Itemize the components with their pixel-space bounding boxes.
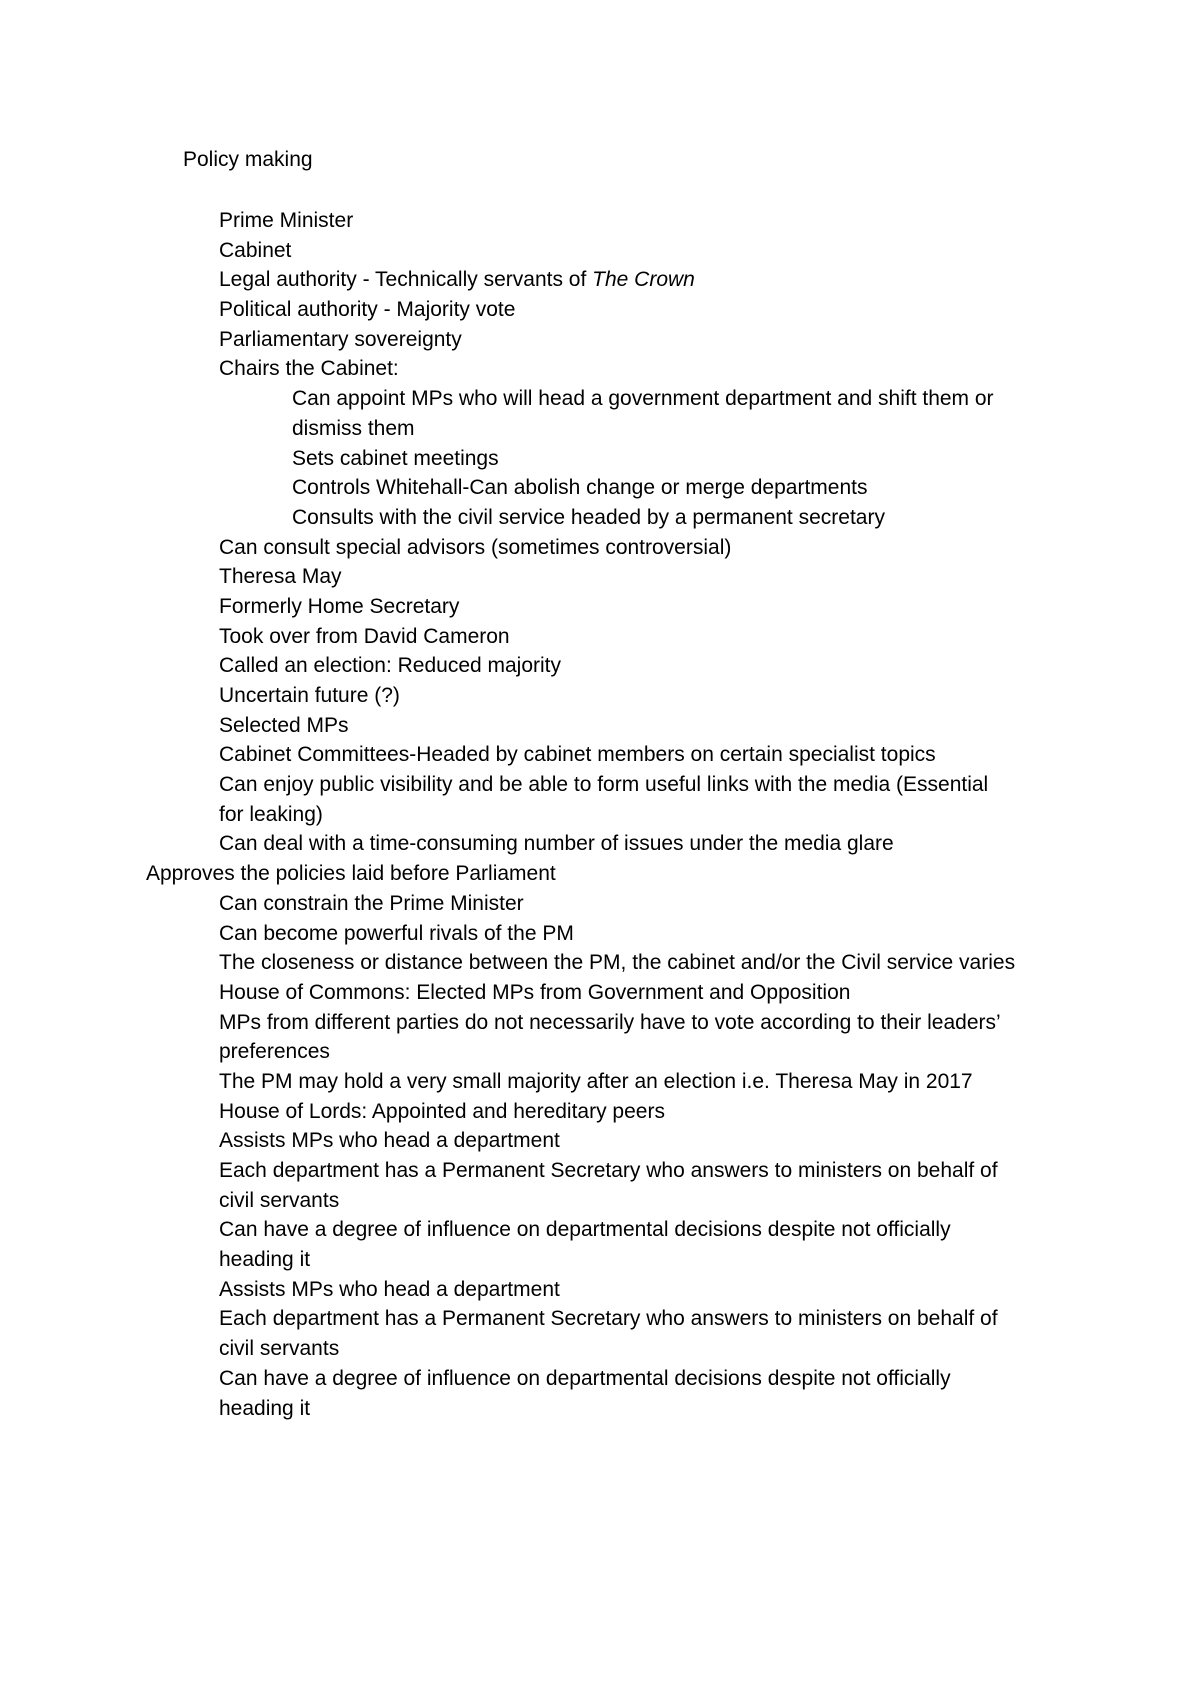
- note-line: [219, 770, 1200, 800]
- note-text: Legal authority - Technically servants of: [219, 268, 593, 292]
- note-text-italic: The Crown: [592, 268, 695, 292]
- note-line: [219, 236, 1200, 266]
- note-line: [292, 414, 1200, 444]
- note-text: Each department has a Permanent Secretary who answers to ministers on behalf of: [219, 1159, 998, 1182]
- note-line: [292, 503, 1200, 533]
- note-line: [219, 948, 1200, 978]
- note-line: [219, 295, 1200, 325]
- note-text: Sets cabinet meetings: [292, 446, 499, 470]
- note-line: [219, 1364, 1200, 1394]
- note-line: [219, 651, 1200, 681]
- note-text: Political authority - Majority vote: [219, 298, 516, 322]
- note-text: Cabinet Committees-Headed by cabinet members on certain specialist topics: [219, 743, 936, 767]
- note-line: [146, 859, 1200, 889]
- note-text: Approves the policies laid before Parliament: [146, 862, 556, 886]
- note-line: [219, 889, 1200, 919]
- note-line: [219, 622, 1200, 652]
- note-text: Called an election: Reduced majority: [219, 654, 562, 678]
- note-text: heading it: [219, 1396, 311, 1420]
- note-line: [219, 740, 1200, 770]
- note-line: [219, 562, 1200, 592]
- note-text: Parliamentary sovereignty: [219, 327, 462, 351]
- note-text: MPs from different parties do not necessarily have to vote according to their leaders’: [219, 1010, 1001, 1034]
- notes-body: [0, 206, 1200, 1423]
- note-line: [219, 1215, 1200, 1245]
- note-line: [219, 1126, 1200, 1156]
- note-text: Assists MPs who head a department: [219, 1129, 560, 1153]
- note-line: [219, 1394, 1200, 1424]
- note-text: for leaking): [219, 802, 323, 826]
- note-line: [219, 354, 1200, 384]
- note-text: Can have a degree of influence on departmental decisions despite not officially: [219, 1366, 951, 1390]
- note-text: Theresa May: [219, 565, 342, 589]
- note-text: Chairs the Cabinet:: [219, 357, 399, 381]
- note-line: [219, 829, 1200, 859]
- note-text: dismiss them: [292, 416, 415, 440]
- note-line: [219, 1245, 1200, 1275]
- note-line: [219, 206, 1200, 236]
- note-line: [219, 1097, 1200, 1127]
- note-text: Can deal with a time-consuming number of issues under the media glare: [219, 832, 894, 856]
- note-text: Selected MPs: [219, 713, 349, 737]
- note-line: [219, 681, 1200, 711]
- note-text: Cabinet: [219, 238, 292, 262]
- note-text: Controls Whitehall-Can abolish change or merge departments: [292, 476, 868, 500]
- note-text: The closeness or distance between the PM, the cabinet and/or the Civil service varies: [219, 951, 1016, 975]
- note-text: Can become powerful rivals of the PM: [219, 921, 574, 945]
- note-line: [219, 1186, 1200, 1216]
- note-line: [219, 592, 1200, 622]
- note-text: civil servants: [219, 1337, 340, 1361]
- note-text: heading it: [219, 1248, 311, 1272]
- note-line: [219, 919, 1200, 949]
- note-text: Can constrain the Prime Minister: [219, 891, 524, 915]
- note-line: [219, 1156, 1200, 1186]
- page-title: Policy making: [183, 148, 313, 171]
- note-line: [219, 1037, 1200, 1067]
- note-text: The PM may hold a very small majority after an election i.e. Theresa May in 2017: [219, 1069, 973, 1093]
- note-line: [219, 325, 1200, 355]
- note-line: [219, 1275, 1200, 1305]
- note-text: Can enjoy public visibility and be able to form useful links with the media (Essential: [219, 773, 989, 797]
- note-line: [219, 978, 1200, 1008]
- note-line: [292, 444, 1200, 474]
- note-line: [292, 384, 1200, 414]
- note-line: [292, 473, 1200, 503]
- note-text: Took over from David Cameron: [219, 624, 510, 648]
- note-line: [219, 265, 1200, 295]
- note-text: Can appoint MPs who will head a government department and shift them or: [292, 387, 994, 411]
- note-line: [219, 1008, 1200, 1038]
- note-text: Consults with the civil service headed by a permanent secretary: [292, 505, 885, 529]
- note-text: Assists MPs who head a department: [219, 1277, 560, 1301]
- note-text: Uncertain future (?): [219, 684, 400, 707]
- note-text: House of Commons: Elected MPs from Government and Opposition: [219, 980, 851, 1004]
- note-text: civil servants: [219, 1188, 340, 1212]
- note-text: Can have a degree of influence on departmental decisions despite not officially: [219, 1218, 951, 1242]
- note-text: Can consult special advisors (sometimes controversial): [219, 535, 732, 559]
- note-text: preferences: [219, 1040, 330, 1064]
- note-text: Each department has a Permanent Secretary who answers to ministers on behalf of: [219, 1307, 998, 1331]
- note-line: [219, 1067, 1200, 1097]
- note-line: [219, 1304, 1200, 1334]
- note-line: [219, 1334, 1200, 1364]
- note-line: [219, 711, 1200, 741]
- note-line: [219, 800, 1200, 830]
- note-text: Formerly Home Secretary: [219, 594, 460, 618]
- note-line: [219, 533, 1200, 563]
- note-text: Prime Minister: [219, 209, 354, 232]
- note-text: House of Lords: Appointed and hereditary peers: [219, 1099, 665, 1123]
